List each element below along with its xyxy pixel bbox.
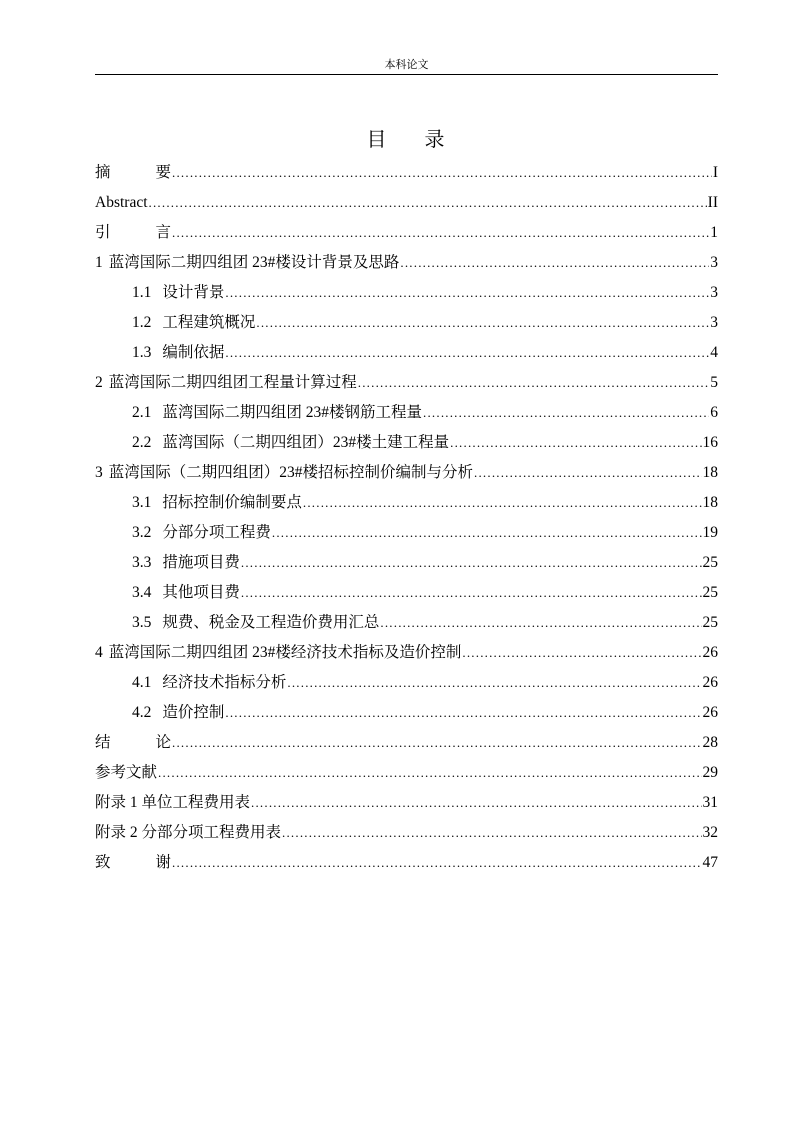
- toc-entry-section-1-2[interactable]: [95, 308, 718, 338]
- dot-leader: [287, 668, 701, 698]
- header-text: 本科论文: [384, 59, 429, 71]
- toc-entry-label: 2.2 蓝湾国际（二期四组团）23#楼土建工程量: [132, 434, 450, 451]
- toc-entry-section-4-2[interactable]: [95, 698, 718, 728]
- toc-entry-abstract-en[interactable]: [95, 188, 718, 218]
- toc-entry-label: 3.2 分部分项工程费: [132, 524, 271, 541]
- toc-entry-section-3-1[interactable]: [95, 488, 718, 518]
- toc-entry-label: 致 谢: [95, 854, 172, 871]
- dot-leader: [400, 248, 709, 278]
- header-rule: [95, 74, 718, 75]
- table-of-contents: [95, 158, 718, 878]
- toc-entry-label: 引 言: [95, 224, 172, 241]
- page-header: [95, 58, 718, 72]
- dot-leader: [158, 758, 701, 788]
- toc-entry-number: 3.1: [132, 494, 152, 511]
- toc-entry-label: 1.1 设计背景: [132, 284, 225, 301]
- toc-entry-label: 附录 1 单位工程费用表: [95, 794, 251, 811]
- toc-entry-page: 3: [710, 284, 718, 301]
- toc-entry-label: 4 蓝湾国际二期四组团 23#楼经济技术指标及造价控制: [95, 644, 462, 661]
- toc-entry-label: 3.3 措施项目费: [132, 554, 240, 571]
- toc-entry-page: II: [707, 194, 718, 211]
- toc-entry-number: 3.2: [132, 524, 152, 541]
- toc-entry-chapter-2[interactable]: [95, 368, 718, 398]
- toc-entry-page: 18: [702, 494, 718, 511]
- toc-entry-page: 31: [702, 794, 718, 811]
- toc-entry-number: 4.1: [132, 674, 152, 691]
- toc-entry-number: 2: [95, 374, 103, 391]
- toc-entry-number: 4: [95, 644, 103, 661]
- toc-entry-page: 26: [702, 704, 718, 721]
- toc-entry-section-3-3[interactable]: [95, 548, 718, 578]
- dot-leader: [256, 308, 709, 338]
- toc-entry-references[interactable]: [95, 758, 718, 788]
- dot-leader: [303, 488, 702, 518]
- toc-entry-number: 3: [95, 464, 103, 481]
- toc-entry-label: 1.2 工程建筑概况: [132, 314, 256, 331]
- toc-entry-number: 3.4: [132, 584, 152, 601]
- toc-entry-label: 摘 要: [95, 164, 172, 181]
- toc-entry-label: 1 蓝湾国际二期四组团 23#楼设计背景及思路: [95, 254, 400, 271]
- dot-leader: [474, 458, 701, 488]
- toc-entry-label: 3 蓝湾国际（二期四组团）23#楼招标控制价编制与分析: [95, 464, 474, 481]
- toc-entry-page: 5: [710, 374, 718, 391]
- toc-entry-page: I: [712, 164, 718, 181]
- dot-leader: [172, 848, 701, 878]
- toc-entry-chapter-3[interactable]: [95, 458, 718, 488]
- dot-leader: [251, 788, 701, 818]
- toc-entry-page: 47: [702, 854, 718, 871]
- dot-leader: [225, 698, 701, 728]
- dot-leader: [380, 608, 701, 638]
- toc-entry-page: 32: [702, 824, 718, 841]
- toc-entry-introduction[interactable]: [95, 218, 718, 248]
- toc-entry-number: 1: [95, 254, 103, 271]
- toc-entry-label: 2.1 蓝湾国际二期四组团 23#楼钢筋工程量: [132, 404, 423, 421]
- dot-leader: [282, 818, 701, 848]
- toc-entry-page: 1: [710, 224, 718, 241]
- toc-entry-section-3-5[interactable]: [95, 608, 718, 638]
- toc-entry-page: 25: [702, 584, 718, 601]
- toc-entry-acknowledgements[interactable]: [95, 848, 718, 878]
- toc-entry-page: 25: [702, 554, 718, 571]
- toc-entry-label: 2 蓝湾国际二期四组团工程量计算过程: [95, 374, 357, 391]
- toc-entry-number: 3.5: [132, 614, 152, 631]
- toc-entry-page: 26: [702, 644, 718, 661]
- toc-entry-page: 4: [710, 344, 718, 361]
- toc-entry-page: 29: [702, 764, 718, 781]
- toc-title-part1: 目: [366, 129, 389, 151]
- toc-entry-section-1-1[interactable]: [95, 278, 718, 308]
- dot-leader: [172, 218, 709, 248]
- toc-entry-chapter-1[interactable]: [95, 248, 718, 278]
- toc-entry-number: 2.2: [132, 434, 152, 451]
- toc-entry-page: 3: [710, 314, 718, 331]
- toc-entry-section-3-2[interactable]: [95, 518, 718, 548]
- toc-entry-label: 1.3 编制依据: [132, 344, 225, 361]
- dot-leader: [149, 188, 707, 218]
- toc-entry-number: 3.3: [132, 554, 152, 571]
- dot-leader: [172, 158, 712, 188]
- dot-leader: [450, 428, 701, 458]
- toc-entry-label: 3.1 招标控制价编制要点: [132, 494, 302, 511]
- dot-leader: [241, 578, 702, 608]
- toc-entry-appendix-2[interactable]: [95, 818, 718, 848]
- toc-entry-section-2-2[interactable]: [95, 428, 718, 458]
- toc-entry-section-2-1[interactable]: [95, 398, 718, 428]
- toc-entry-label: 3.4 其他项目费: [132, 584, 240, 601]
- toc-title-part2: 录: [424, 129, 447, 151]
- toc-entry-section-3-4[interactable]: [95, 578, 718, 608]
- toc-entry-number: 1.3: [132, 344, 152, 361]
- toc-entry-label: 4.2 造价控制: [132, 704, 225, 721]
- toc-entry-page: 18: [702, 464, 718, 481]
- toc-entry-label: 附录 2 分部分项工程费用表: [95, 824, 282, 841]
- toc-entry-label: 3.5 规费、税金及工程造价费用汇总: [132, 614, 380, 631]
- dot-leader: [172, 728, 701, 758]
- toc-entry-page: 25: [702, 614, 718, 631]
- toc-entry-page: 6: [710, 404, 718, 421]
- toc-title: [95, 126, 718, 154]
- toc-entry-page: 19: [702, 524, 718, 541]
- toc-entry-appendix-1[interactable]: [95, 788, 718, 818]
- dot-leader: [423, 398, 709, 428]
- toc-entry-number: 1.2: [132, 314, 152, 331]
- toc-entry-chapter-4[interactable]: [95, 638, 718, 668]
- dot-leader: [241, 548, 702, 578]
- dot-leader: [358, 368, 709, 398]
- toc-entry-page: 26: [702, 674, 718, 691]
- toc-entry-number: 2.1: [132, 404, 152, 421]
- toc-entry-page: 28: [702, 734, 718, 751]
- toc-entry-label: 结 论: [95, 734, 172, 751]
- toc-entry-section-4-1[interactable]: [95, 668, 718, 698]
- toc-entry-number: 1.1: [132, 284, 152, 301]
- toc-entry-abstract-cn[interactable]: [95, 158, 718, 188]
- toc-entry-label: 4.1 经济技术指标分析: [132, 674, 287, 691]
- toc-entry-conclusion[interactable]: [95, 728, 718, 758]
- toc-entry-page: 16: [702, 434, 718, 451]
- dot-leader: [272, 518, 702, 548]
- toc-entry-page: 3: [710, 254, 718, 271]
- dot-leader: [462, 638, 701, 668]
- dot-leader: [225, 338, 709, 368]
- dot-leader: [225, 278, 709, 308]
- toc-entry-number: 4.2: [132, 704, 152, 721]
- toc-entry-label: Abstract: [95, 194, 148, 211]
- toc-entry-label: 参考文献: [95, 764, 158, 781]
- toc-entry-section-1-3[interactable]: [95, 338, 718, 368]
